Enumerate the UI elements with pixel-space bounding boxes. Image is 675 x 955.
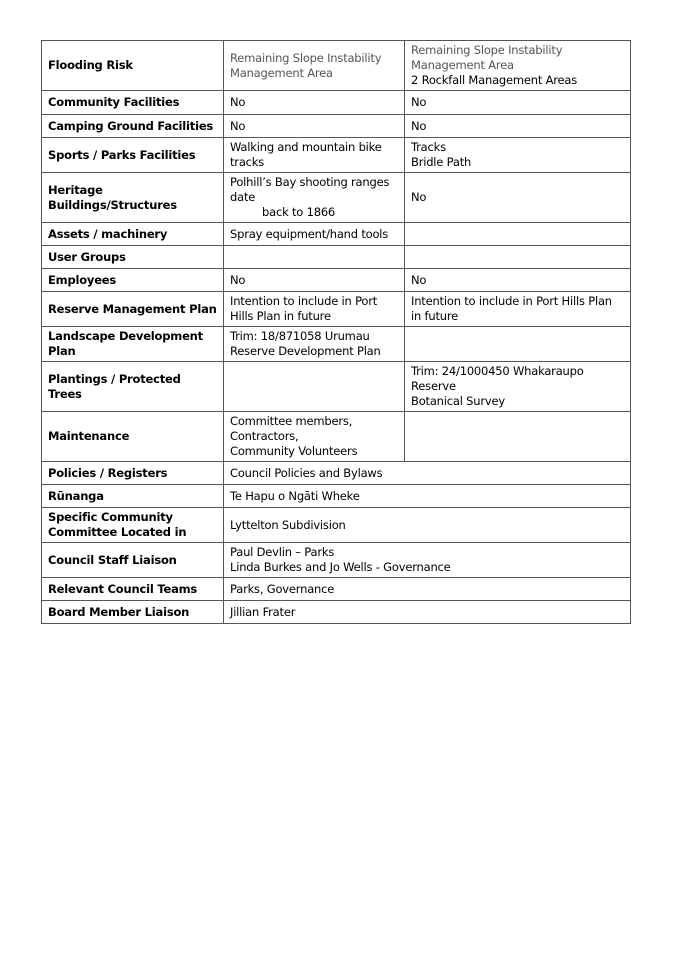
cell-text: Remaining Slope Instability Management Area [411, 43, 563, 72]
cell-value [224, 246, 405, 269]
row-label: Council Staff Liaison [42, 543, 224, 578]
table-row-user-groups [42, 246, 631, 269]
cell-value [405, 362, 631, 412]
table-row-employees [42, 269, 631, 292]
row-label: User Groups [42, 246, 224, 269]
row-label: Rūnanga [42, 485, 224, 508]
cell-text: Trim: 24/1000450 Whakaraupo Reserve [411, 364, 584, 393]
cell-value: Council Policies and Bylaws [224, 462, 631, 485]
table-row-heritage [42, 173, 631, 223]
cell-text: Polhill’s Bay shooting ranges date [230, 175, 390, 204]
reserve-info-table [41, 40, 631, 624]
table-row-camping-ground [42, 115, 631, 138]
table-row-landscape-plan [42, 327, 631, 362]
cell-value: No [405, 115, 631, 138]
row-label: Community Facilities [42, 91, 224, 115]
table-row-staff-liaison [42, 543, 631, 578]
cell-value [224, 327, 405, 362]
cell-value: Lyttelton Subdivision [224, 508, 631, 543]
row-label: Reserve Management Plan [42, 292, 224, 327]
row-label [42, 508, 224, 543]
row-label: Relevant Council Teams [42, 578, 224, 601]
cell-value [224, 173, 405, 223]
table-row-maintenance [42, 412, 631, 462]
table-row-community-facilities [42, 91, 631, 115]
cell-value [405, 41, 631, 91]
table-row-board-liaison [42, 601, 631, 624]
cell-value: Walking and mountain bike tracks [224, 138, 405, 173]
cell-text: Remaining Slope Instability Management Area [230, 50, 382, 80]
cell-text: Committee members, Contractors, [230, 414, 353, 443]
row-label: Heritage Buildings/Structures [42, 173, 224, 223]
cell-value: Jillian Frater [224, 601, 631, 624]
cell-value [405, 138, 631, 173]
table-row-assets [42, 223, 631, 246]
table-row-sports-parks [42, 138, 631, 173]
cell-text: Tracks [411, 140, 446, 154]
cell-value: No [224, 115, 405, 138]
cell-value [405, 412, 631, 462]
cell-value: No [405, 269, 631, 292]
row-label: Board Member Liaison [42, 601, 224, 624]
cell-value: Parks, Governance [224, 578, 631, 601]
row-label: Maintenance [42, 412, 224, 462]
cell-value: Intention to include in Port Hills Plan in future [224, 292, 405, 327]
cell-text: Reserve Development Plan [230, 344, 381, 358]
cell-text: 2 Rockfall Management Areas [411, 73, 578, 87]
cell-text: Community Volunteers [230, 444, 358, 458]
cell-value [224, 543, 631, 578]
cell-value: Te Hapu o Ngāti Wheke [224, 485, 631, 508]
cell-text: Linda Burkes and Jo Wells - Governance [230, 560, 451, 574]
cell-text: Paul Devlin – Parks [230, 545, 335, 559]
cell-value: Spray equipment/hand tools [224, 223, 405, 246]
row-label: Camping Ground Facilities [42, 115, 224, 138]
cell-text: Botanical Survey [411, 394, 505, 408]
cell-value [224, 412, 405, 462]
cell-text: back to 1866 [262, 205, 336, 219]
row-label: Employees [42, 269, 224, 292]
table-row-policies [42, 462, 631, 485]
cell-value [224, 41, 405, 91]
row-label-text: Committee Located in [48, 525, 187, 539]
cell-text: Bridle Path [411, 155, 472, 169]
row-label: Policies / Registers [42, 462, 224, 485]
cell-text: Trim: 18/871058 Urumau [230, 329, 370, 343]
cell-value [405, 223, 631, 246]
cell-value [405, 246, 631, 269]
row-label-text: Specific Community [48, 510, 173, 524]
cell-value: No [405, 173, 631, 223]
table-row-plantings [42, 362, 631, 412]
cell-value: No [224, 269, 405, 292]
table-row-community-committee [42, 508, 631, 543]
row-label: Plantings / Protected Trees [42, 362, 224, 412]
cell-value: Intention to include in Port Hills Plan in future [405, 292, 631, 327]
cell-value [224, 362, 405, 412]
table-row-flooding-risk [42, 41, 631, 91]
row-label: Flooding Risk [42, 41, 224, 91]
cell-value [405, 327, 631, 362]
row-label: Sports / Parks Facilities [42, 138, 224, 173]
table-row-council-teams [42, 578, 631, 601]
cell-value: No [224, 91, 405, 115]
table-row-reserve-plan [42, 292, 631, 327]
table-row-runanga [42, 485, 631, 508]
row-label: Assets / machinery [42, 223, 224, 246]
row-label: Landscape Development Plan [42, 327, 224, 362]
cell-value: No [405, 91, 631, 115]
